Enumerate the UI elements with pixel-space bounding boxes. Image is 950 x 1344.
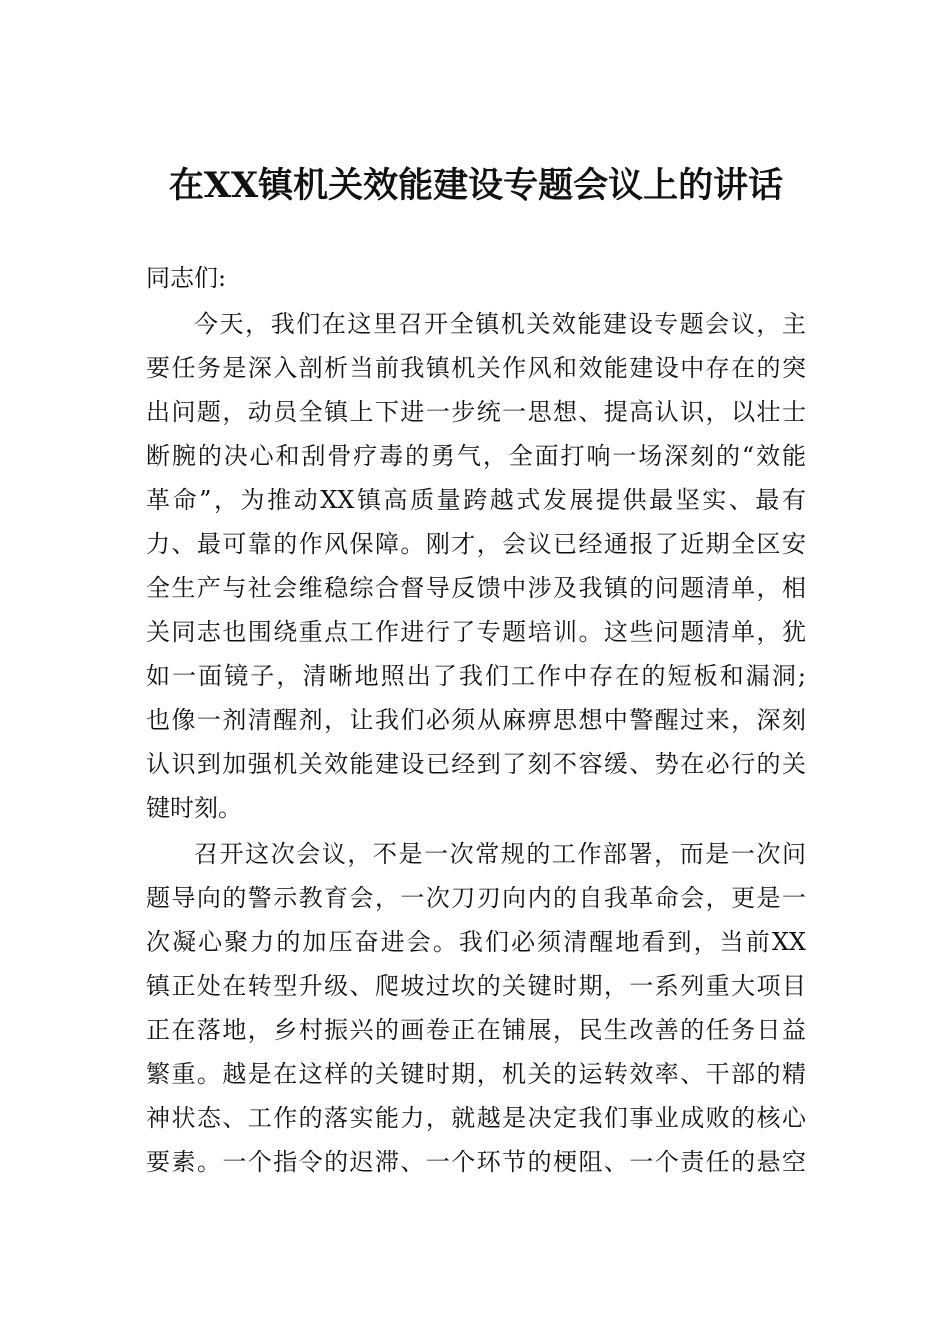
text-line: 今天，我们在这里召开全镇机关效能建设专题会议，主 [194, 310, 806, 338]
text-line: 全生产与社会维稳综合督导反馈中涉及我镇的问题清单，相 [146, 574, 806, 602]
text-line: 关同志也围绕重点工作进行了专题培训。这些问题清单，犹 [146, 618, 806, 646]
text-line: 次凝心聚力的加压奋进会。我们必须清醒地看到，当前XX [146, 928, 806, 956]
text-line: 要素。一个指令的迟滞、一个环节的梗阻、一个责任的悬空 [146, 1148, 806, 1176]
text-line: 革命”，为推动XX镇高质量跨越式发展提供最坚实、最有 [146, 486, 806, 514]
greeting: 同志们: [146, 264, 227, 292]
document-title: 在XX镇机关效能建设专题会议上的讲话 [168, 165, 784, 206]
paragraph-1 [146, 302, 806, 830]
text-line: 召开这次会议，不是一次常规的工作部署，而是一次问 [194, 840, 806, 868]
text-line: 力、最可靠的作风保障。刚才，会议已经通报了近期全区安 [146, 530, 806, 558]
text-line: 繁重。越是在这样的关键时期，机关的运转效率、干部的精 [146, 1060, 806, 1088]
text-line: 如一面镜子，清晰地照出了我们工作中存在的短板和漏洞; [146, 662, 806, 690]
paragraph-2 [146, 832, 806, 1184]
text-line: 题导向的警示教育会，一次刀刃向内的自我革命会，更是一 [146, 884, 806, 912]
text-line: 出问题，动员全镇上下进一步统一思想、提高认识，以壮士 [146, 398, 806, 426]
text-line: 断腕的决心和刮骨疗毒的勇气，全面打响一场深刻的“效能 [146, 442, 806, 470]
text-line: 神状态、工作的落实能力，就越是决定我们事业成败的核心 [146, 1104, 806, 1132]
text-line: 正在落地，乡村振兴的画卷正在铺展，民生改善的任务日益 [146, 1016, 806, 1044]
text-line: 也像一剂清醒剂，让我们必须从麻痹思想中警醒过来，深刻 [146, 706, 806, 734]
text-line: 认识到加强机关效能建设已经到了刻不容缓、势在必行的关 [146, 750, 806, 778]
text-line: 键时刻。 [146, 794, 242, 822]
document-body [146, 256, 806, 1184]
text-line: 镇正处在转型升级、爬坡过坎的关键时期，一系列重大项目 [146, 972, 806, 1000]
text-line: 要任务是深入剖析当前我镇机关作风和效能建设中存在的突 [146, 354, 806, 382]
